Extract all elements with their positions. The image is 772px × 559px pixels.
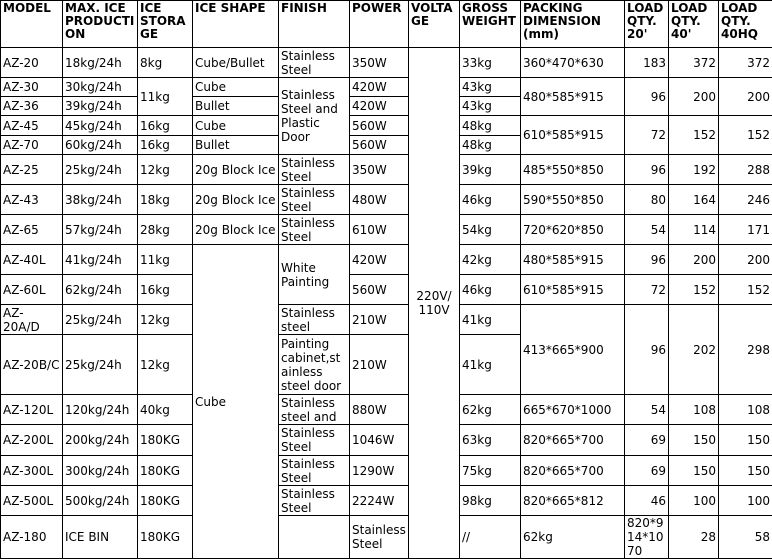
cell-shape: Cube: [193, 116, 279, 136]
cell-packing: 485*550*850: [521, 155, 625, 185]
cell-load20: 54: [625, 215, 669, 245]
cell-finish: Stainless Steel: [279, 425, 350, 456]
cell-packing: 610*585*915: [521, 275, 625, 305]
table-row: [1, 116, 772, 136]
cell-load40hq: 108: [719, 395, 772, 425]
cell-storage: 12kg: [138, 155, 193, 185]
cell-load40: 150: [669, 425, 719, 456]
cell-load20: 183: [625, 48, 669, 78]
table-row: [1, 395, 772, 425]
cell-packing: 820*665*700: [521, 425, 625, 456]
cell-weight: 41kg: [460, 335, 521, 395]
cell-load40: 108: [669, 395, 719, 425]
header-finish: FINISH: [279, 1, 350, 48]
cell-load20: 28: [669, 516, 719, 559]
cell-power: 480W: [350, 185, 409, 215]
cell-weight: 62kg: [521, 516, 625, 559]
cell-packing: 820*914*1070: [625, 516, 669, 559]
cell-power: //: [460, 516, 521, 559]
header-load20: LOAD QTY. 20': [625, 1, 669, 48]
table-row: [1, 486, 772, 516]
cell-weight: 43kg: [460, 97, 521, 116]
header-shape: ICE SHAPE: [193, 1, 279, 48]
cell-power: 210W: [350, 335, 409, 395]
cell-power: 420W: [350, 97, 409, 116]
cell-production: 25kg/24h: [63, 155, 138, 185]
cell-load20: 72: [625, 116, 669, 155]
table-row: [1, 305, 772, 335]
cell-load40hq: 372: [719, 48, 772, 78]
cell-finish: White Painting: [279, 245, 350, 305]
cell-finish: Stainless Steel: [279, 486, 350, 516]
cell-load40: 58: [719, 516, 772, 559]
cell-storage: 12kg: [138, 305, 193, 335]
table-row: [1, 245, 772, 275]
table-row: [1, 215, 772, 245]
cell-load20: 96: [625, 305, 669, 395]
cell-load40: 152: [669, 275, 719, 305]
cell-packing: 413*665*900: [521, 305, 625, 395]
cell-production: 45kg/24h: [63, 116, 138, 136]
cell-power: 420W: [350, 78, 409, 97]
cell-weight: 98kg: [460, 486, 521, 516]
cell-load40hq: 298: [719, 305, 772, 395]
cell-storage: 11kg: [138, 245, 193, 275]
table-row: [1, 78, 772, 97]
cell-power: 420W: [350, 245, 409, 275]
cell-model: AZ-25: [1, 155, 63, 185]
cell-weight: 62kg: [460, 395, 521, 425]
cell-storage: 16kg: [138, 116, 193, 136]
cell-model: AZ-300L: [1, 456, 63, 486]
cell-packing: 480*585*915: [521, 78, 625, 116]
cell-shape: Bullet: [193, 136, 279, 155]
header-storage: ICE STORAGE: [138, 1, 193, 48]
cell-finish: Stainless Steel: [279, 48, 350, 78]
cell-model: AZ-20: [1, 48, 63, 78]
cell-model: AZ-30: [1, 78, 63, 97]
cell-power: 1046W: [350, 425, 409, 456]
cell-shape: Cube: [193, 78, 279, 97]
cell-production: 62kg/24h: [63, 275, 138, 305]
cell-load40hq: 150: [719, 456, 772, 486]
cell-load40hq: 200: [719, 78, 772, 116]
cell-model: AZ-20A/D: [1, 305, 63, 335]
table-row: [1, 48, 772, 78]
cell-storage: 8kg: [138, 48, 193, 78]
cell-load40: 150: [669, 456, 719, 486]
header-power: POWER: [350, 1, 409, 48]
cell-storage: 40kg: [138, 395, 193, 425]
cell-weight: 63kg: [460, 425, 521, 456]
header-voltage: VOLTAGE: [409, 1, 460, 48]
cell-model: AZ-20B/C: [1, 335, 63, 395]
header-load40hq: LOAD QTY. 40HQ: [719, 1, 772, 48]
cell-load20: 80: [625, 185, 669, 215]
cell-shape: 20g Block Ice: [193, 185, 279, 215]
cell-load20: 96: [625, 245, 669, 275]
cell-production: 120kg/24h: [63, 395, 138, 425]
cell-load40hq: 200: [719, 245, 772, 275]
cell-load40hq: 150: [719, 425, 772, 456]
cell-storage: 11kg: [138, 78, 193, 116]
cell-storage: 180KG: [138, 516, 193, 559]
cell-storage: 16kg: [138, 275, 193, 305]
cell-finish: Stainless Steel: [279, 155, 350, 185]
cell-load40hq: 152: [719, 275, 772, 305]
cell-storage: 28kg: [138, 215, 193, 245]
cell-production: 500kg/24h: [63, 486, 138, 516]
table-row: [1, 275, 772, 305]
cell-model: AZ-60L: [1, 275, 63, 305]
cell-shape: 20g Block Ice: [193, 215, 279, 245]
header-packing: PACKING DIMENSION (mm): [521, 1, 625, 48]
cell-load20: 96: [625, 155, 669, 185]
header-row: [1, 1, 772, 48]
cell-model: AZ-120L: [1, 395, 63, 425]
cell-production: 41kg/24h: [63, 245, 138, 275]
cell-weight: 46kg: [460, 275, 521, 305]
cell-production: 25kg/24h: [63, 335, 138, 395]
cell-power: 880W: [350, 395, 409, 425]
cell-weight: 42kg: [460, 245, 521, 275]
cell-weight: 43kg: [460, 78, 521, 97]
cell-shape: Bullet: [193, 97, 279, 116]
cell-storage: 180KG: [138, 425, 193, 456]
cell-load40: 100: [669, 486, 719, 516]
cell-production: 60kg/24h: [63, 136, 138, 155]
cell-power: 350W: [350, 48, 409, 78]
cell-storage: 18kg: [138, 185, 193, 215]
cell-packing: 720*620*850: [521, 215, 625, 245]
header-model: MODEL: [1, 1, 63, 48]
cell-power: 1290W: [350, 456, 409, 486]
header-weight: GROSS WEIGHT: [460, 1, 521, 48]
cell-packing: 480*585*915: [521, 245, 625, 275]
cell-finish: Stainless Steel and Plastic Door: [279, 78, 350, 155]
cell-shape: 20g Block Ice: [193, 155, 279, 185]
cell-finish: Stainless Steel: [350, 516, 409, 559]
cell-load20: 72: [625, 275, 669, 305]
cell-model: AZ-43: [1, 185, 63, 215]
table-row: [1, 425, 772, 456]
cell-load40: 192: [669, 155, 719, 185]
cell-weight: 54kg: [460, 215, 521, 245]
cell-production: 30kg/24h: [63, 78, 138, 97]
cell-power: 560W: [350, 275, 409, 305]
cell-storage: 12kg: [138, 335, 193, 395]
cell-load20: 96: [625, 78, 669, 116]
cell-load20: 69: [625, 456, 669, 486]
cell-power: 560W: [350, 136, 409, 155]
cell-power: 560W: [350, 116, 409, 136]
header-load40: LOAD QTY. 40': [669, 1, 719, 48]
cell-model: AZ-200L: [1, 425, 63, 456]
cell-model: AZ-500L: [1, 486, 63, 516]
cell-load20: 54: [625, 395, 669, 425]
cell-power: 210W: [350, 305, 409, 335]
cell-load40hq: 246: [719, 185, 772, 215]
cell-finish: Stainless steel and: [279, 395, 350, 425]
cell-shape: Cube: [193, 245, 279, 559]
cell-packing: 820*665*700: [521, 456, 625, 486]
cell-model: AZ-180: [1, 516, 63, 559]
cell-finish: Stainless Steel: [279, 185, 350, 215]
cell-production: ICE BIN: [63, 516, 138, 559]
cell-packing: 665*670*1000: [521, 395, 625, 425]
cell-production: 57kg/24h: [63, 215, 138, 245]
cell-model: AZ-36: [1, 97, 63, 116]
cell-packing: 360*470*630: [521, 48, 625, 78]
cell-load40: 152: [669, 116, 719, 155]
table-row: [1, 185, 772, 215]
cell-load40hq: 100: [719, 486, 772, 516]
cell-load40: 372: [669, 48, 719, 78]
table-row: [1, 456, 772, 486]
cell-load40: 114: [669, 215, 719, 245]
cell-finish: Stainless Steel: [279, 456, 350, 486]
cell-storage: 16kg: [138, 136, 193, 155]
cell-finish: Stainless Steel: [279, 215, 350, 245]
table-row: [1, 155, 772, 185]
cell-production: 25kg/24h: [63, 305, 138, 335]
cell-voltage: 220V/ 110V: [409, 48, 460, 559]
cell-weight: 48kg: [460, 136, 521, 155]
cell-load40hq: 152: [719, 116, 772, 155]
cell-production: 300kg/24h: [63, 456, 138, 486]
cell-weight: 48kg: [460, 116, 521, 136]
cell-shape: Cube/Bullet: [193, 48, 279, 78]
cell-packing: 590*550*850: [521, 185, 625, 215]
cell-shape: [279, 516, 350, 559]
cell-storage: 180KG: [138, 486, 193, 516]
cell-production: 200kg/24h: [63, 425, 138, 456]
cell-load20: 46: [625, 486, 669, 516]
cell-weight: 46kg: [460, 185, 521, 215]
cell-model: AZ-65: [1, 215, 63, 245]
cell-load40: 200: [669, 78, 719, 116]
cell-packing: 610*585*915: [521, 116, 625, 155]
cell-power: 350W: [350, 155, 409, 185]
cell-storage: 180KG: [138, 456, 193, 486]
cell-power: 610W: [350, 215, 409, 245]
cell-model: AZ-70: [1, 136, 63, 155]
cell-weight: 39kg: [460, 155, 521, 185]
cell-weight: 33kg: [460, 48, 521, 78]
cell-weight: 75kg: [460, 456, 521, 486]
cell-load40: 164: [669, 185, 719, 215]
cell-model: AZ-45: [1, 116, 63, 136]
cell-load40: 202: [669, 305, 719, 395]
cell-power: 2224W: [350, 486, 409, 516]
cell-load20: 69: [625, 425, 669, 456]
header-production: MAX. ICE PRODUCTION: [63, 1, 138, 48]
cell-load40hq: 171: [719, 215, 772, 245]
cell-weight: 41kg: [460, 305, 521, 335]
cell-production: 18kg/24h: [63, 48, 138, 78]
cell-load40hq: 288: [719, 155, 772, 185]
cell-packing: 820*665*812: [521, 486, 625, 516]
cell-model: AZ-40L: [1, 245, 63, 275]
cell-production: 39kg/24h: [63, 97, 138, 116]
cell-load40: 200: [669, 245, 719, 275]
cell-finish: Painting cabinet,stainless steel door: [279, 335, 350, 395]
cell-finish: Stainless steel: [279, 305, 350, 335]
cell-production: 38kg/24h: [63, 185, 138, 215]
table-row: [1, 516, 772, 559]
